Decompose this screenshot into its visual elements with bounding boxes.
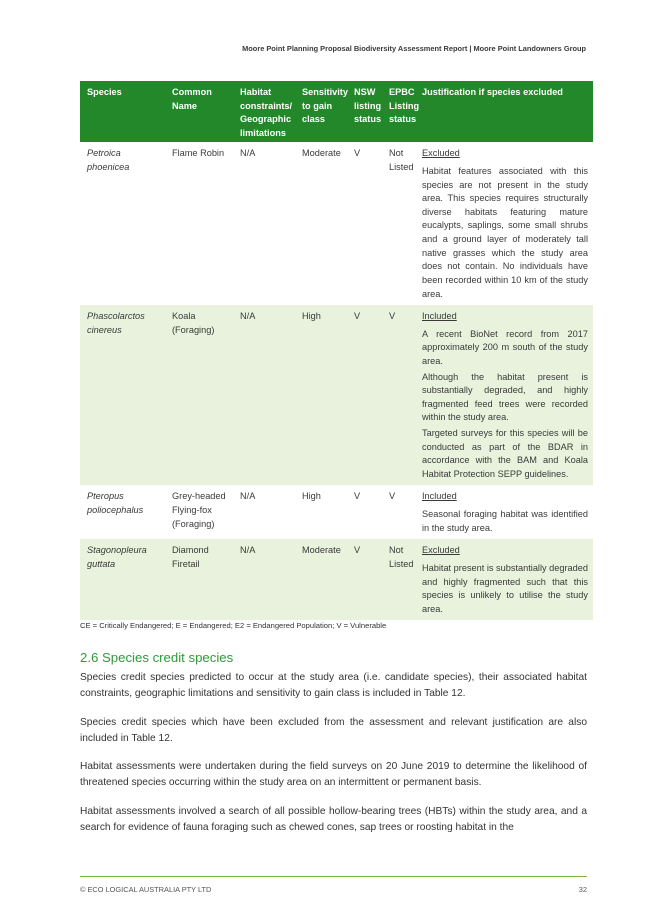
body-paragraph: Species credit species which have been excluded from the assessment and relevant justification are also included in Table 12. (80, 717, 587, 745)
body-paragraph: Species credit species predicted to occur at the study area (i.e. candidate species), their associated habitat constraints, geographic limitations and sensitivity to gain class is included in Table 12. (80, 672, 587, 700)
footer-divider (80, 876, 587, 877)
justification-cell (415, 485, 593, 539)
habitat-constraints: N/A (240, 148, 256, 159)
justification-text: Habitat present is substantially degraded and highly fragmented such that this species is unlikely to utilise the study area. (422, 562, 588, 614)
habitat-constraints: N/A (233, 539, 295, 620)
col-header-epbc: EPBC Listing status (382, 81, 415, 142)
nsw-status: V (347, 539, 382, 620)
common-name: Diamond Firetail (165, 539, 233, 620)
col-header-nsw: NSW listing status (347, 81, 382, 142)
sensitivity: High (302, 491, 321, 502)
sensitivity: Moderate (295, 539, 347, 620)
page-number: 32 (578, 885, 587, 894)
table-row (80, 305, 593, 485)
species-name: Pteropus poliocephalus (87, 491, 144, 516)
justification-cell (415, 539, 593, 620)
inclusion-status: Excluded (422, 545, 460, 556)
page-header: Moore Point Planning Proposal Biodiversity Assessment Report | Moore Point Landowners Group (242, 44, 586, 53)
justification-text: Targeted surveys for this species will be conducted as part of the BDAR in accordance with the BAM and Koala Habitat Protection SEPP guidelines. (422, 428, 588, 479)
justification-text: Although the habitat present is substantially degraded, and highly fragmented feed trees were recorded within the study area. (422, 371, 588, 423)
inclusion-status: Included (422, 491, 457, 502)
justification-cell (415, 142, 593, 305)
nsw-status: V (354, 491, 361, 502)
epbc-status: Not Listed (382, 539, 415, 620)
body-paragraph: Habitat assessments involved a search of all possible hollow-bearing trees (HBTs) within the study area, and a search for evidence of fauna foraging such as chewed cones, sap trees or roosting habitat in the (80, 806, 587, 834)
sensitivity: High (295, 305, 347, 485)
habitat-constraints: N/A (240, 491, 256, 502)
col-header-common-name: Common Name (165, 81, 233, 142)
col-header-habitat: Habitat constraints/ Geographic limitations (233, 81, 295, 142)
justification-text: Habitat features associated with this species are not present in the study area. This species requires structurally diverse habitats featuring mature eucalypts, saplings, some small shrubs and a ground layer of moderately tall native grasses which the study area does not contain. No individuals have been recorded within 10 km of the study area. (422, 166, 588, 299)
table-footnote: CE = Critically Endangered; E = Endangered; E2 = Endangered Population; V = Vulnerable (80, 621, 387, 630)
nsw-status: V (354, 148, 361, 159)
table-row (80, 142, 593, 305)
table-row (80, 539, 593, 620)
species-name: Stagonopleura guttata (80, 539, 165, 620)
common-name: Flame Robin (172, 148, 225, 159)
nsw-status: V (347, 305, 382, 485)
epbc-status: V (382, 305, 415, 485)
inclusion-status: Excluded (422, 148, 460, 159)
epbc-status: Not Listed (389, 148, 414, 173)
habitat-constraints: N/A (233, 305, 295, 485)
species-name: Petroica phoenicea (87, 148, 130, 173)
inclusion-status: Included (422, 311, 457, 322)
col-header-sensitivity: Sensitivity to gain class (295, 81, 347, 142)
table-header-row (80, 81, 593, 142)
species-name: Phascolarctos cinereus (80, 305, 165, 485)
justification-cell (415, 305, 593, 485)
justification-text: A recent BioNet record from 2017 approximately 200 m south of the study area. (422, 328, 588, 366)
col-header-species: Species (80, 81, 165, 142)
table-row (80, 485, 593, 539)
sensitivity: Moderate (302, 148, 341, 159)
justification-text: Seasonal foraging habitat was identified in the study area. (422, 509, 588, 533)
species-table (80, 81, 593, 620)
common-name: Koala (Foraging) (165, 305, 233, 485)
body-paragraph: Habitat assessments were undertaken during the field surveys on 20 June 2019 to determine the likelihood of threatened species occurring within the study area on an intermittent or permanent basis. (80, 761, 587, 789)
epbc-status: V (389, 491, 396, 502)
section-heading: 2.6 Species credit species (80, 650, 234, 665)
col-header-justification: Justification if species excluded (415, 81, 593, 142)
common-name: Grey-headed Flying-fox (Foraging) (172, 491, 226, 529)
footer-copyright: © ECO LOGICAL AUSTRALIA PTY LTD (80, 885, 212, 894)
